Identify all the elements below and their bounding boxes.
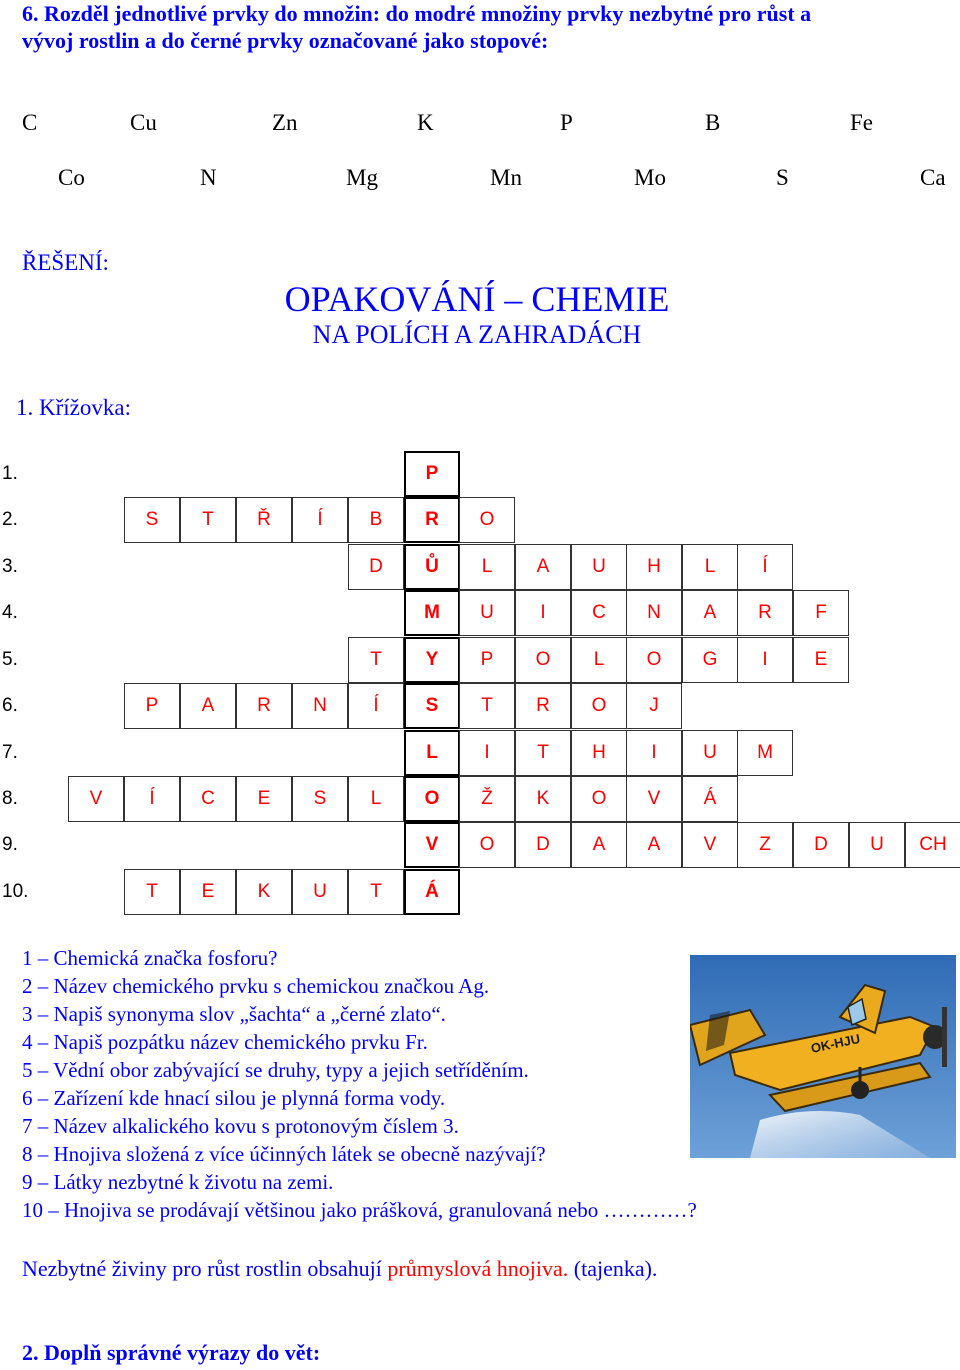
element-symbol: Ca: [920, 165, 946, 190]
crossword-cell: I: [515, 590, 571, 636]
crossword-cell: D: [515, 822, 571, 868]
crossword-row-number: 10.: [2, 881, 29, 902]
crossword-row-number: 8.: [2, 788, 18, 809]
crossword-cell: R: [515, 683, 571, 729]
crossword-key-cell: L: [404, 730, 460, 776]
crossword-cell: Í: [292, 497, 348, 543]
crossword-cell: O: [459, 497, 515, 543]
element-symbol: P: [560, 110, 573, 135]
crossword-cell: O: [459, 822, 515, 868]
crossword-cell: I: [737, 637, 793, 683]
crossword-cell: Í: [124, 776, 180, 822]
clue-item: 2 – Název chemického prvku s chemickou značkou Ag.: [22, 974, 490, 998]
crossword-cell: Ř: [236, 497, 292, 543]
crossword-cell: L: [459, 544, 515, 590]
crossword-key-cell: R: [404, 497, 460, 543]
element-symbol: Mg: [346, 165, 378, 190]
element-symbol: B: [705, 110, 721, 135]
crossword-cell: E: [180, 869, 236, 915]
crossword-cell: L: [348, 776, 404, 822]
crossword-cell: E: [236, 776, 292, 822]
crossword-key-cell: Ů: [404, 544, 460, 590]
crossword-key-cell: O: [404, 776, 460, 822]
crossword-cell: N: [292, 683, 348, 729]
crossword-cell: N: [626, 590, 682, 636]
summary-sentence: [22, 1256, 657, 1282]
page-subtitle: NA POLÍCH A ZAHRADÁCH: [312, 320, 642, 349]
crossword-cell: A: [180, 683, 236, 729]
crossword-cell: B: [348, 497, 404, 543]
crossword-key-cell: Á: [404, 869, 460, 915]
crossword-cell: C: [571, 590, 627, 636]
clue-item: 5 – Vědní obor zabývající se druhy, typy a jejich setříděním.: [22, 1058, 529, 1082]
crossword-row-number: 1.: [2, 463, 18, 484]
solution-label: ŘEŠENÍ:: [22, 250, 109, 275]
crossword-cell: U: [849, 822, 905, 868]
crossword-cell: P: [124, 683, 180, 729]
crossword-cell: J: [626, 683, 682, 729]
crossword-row-number: 3.: [2, 556, 18, 577]
sentence-highlight: průmyslová hnojiva.: [387, 1256, 569, 1281]
crossword-cell: U: [459, 590, 515, 636]
element-symbol: Co: [58, 165, 85, 190]
element-symbol: Fe: [850, 110, 873, 135]
crossword-row-number: 9.: [2, 834, 18, 855]
crossword-cell: I: [459, 730, 515, 776]
crossword-key-cell: P: [404, 451, 460, 497]
crossword-cell: Z: [737, 822, 793, 868]
element-symbol: Mn: [490, 165, 522, 190]
crossword-cell: P: [459, 637, 515, 683]
crossword-cell: U: [571, 544, 627, 590]
clue-item: 8 – Hnojiva složená z více účinných látek se obecně nazývají?: [22, 1142, 546, 1166]
crossword-cell: H: [626, 544, 682, 590]
clue-item: 1 – Chemická značka fosforu?: [22, 946, 278, 970]
clue-item: 7 – Název alkalického kovu s protonovým číslem 3.: [22, 1114, 459, 1138]
crossword-key-cell: M: [404, 590, 460, 636]
crossword-cell: C: [180, 776, 236, 822]
crossword-cell: O: [571, 683, 627, 729]
crossword-key-cell: S: [404, 683, 460, 729]
crossword-cell: L: [571, 637, 627, 683]
crossword-cell: R: [236, 683, 292, 729]
crossword-cell: M: [737, 730, 793, 776]
crossword-cell: T: [515, 730, 571, 776]
crossword-cell: L: [682, 544, 738, 590]
crossword-cell: A: [515, 544, 571, 590]
page-title: OPAKOVÁNÍ – CHEMIE: [284, 279, 670, 319]
crossword-cell: T: [124, 869, 180, 915]
task6-heading-line1: 6. Rozděl jednotlivé prvky do množin: do modré množiny prvky nezbytné pro růst a: [22, 1, 812, 26]
crossword-cell: CH: [905, 822, 960, 868]
crossword-cell: T: [348, 869, 404, 915]
crossword-row-number: 4.: [2, 602, 18, 623]
crossword-cell: O: [571, 776, 627, 822]
task6-heading: [22, 0, 811, 54]
crossword-cell: E: [793, 637, 849, 683]
task6-heading-line2: vývoj rostlin a do černé prvky označované jako stopové:: [22, 28, 549, 53]
crossword-cell: A: [682, 590, 738, 636]
crossword-row-number: 2.: [2, 509, 18, 530]
crossword-cell: T: [348, 637, 404, 683]
task2-heading: 2. Doplň správné výrazy do vět:: [22, 1340, 321, 1365]
crossword-cell: V: [682, 822, 738, 868]
crossword-cell: V: [626, 776, 682, 822]
crossword-cell: Í: [737, 544, 793, 590]
clue-item: 3 – Napiš synonyma slov „šachta“ a „černé zlato“.: [22, 1002, 446, 1026]
clue-item: 10 – Hnojiva se prodávají většinou jako prášková, granulovaná nebo …………?: [22, 1198, 697, 1222]
crossword-cell: G: [682, 637, 738, 683]
crossword-cell: U: [292, 869, 348, 915]
crossword-key-cell: V: [404, 822, 460, 868]
crossword-row-number: 5.: [2, 649, 18, 670]
clue-item: 6 – Zařízení kde hnací silou je plynná forma vody.: [22, 1086, 446, 1110]
crossword-key-cell: Y: [404, 637, 460, 683]
crossword-label: 1. Křížovka:: [16, 395, 131, 420]
crossword-cell: S: [124, 497, 180, 543]
crossword-cell: A: [571, 822, 627, 868]
crossword-cell: A: [626, 822, 682, 868]
clue-item: 9 – Látky nezbytné k životu na zemi.: [22, 1170, 334, 1194]
crossword-cell: T: [180, 497, 236, 543]
crossword-cell: U: [682, 730, 738, 776]
crossword-cell: K: [515, 776, 571, 822]
crossword-cell: O: [515, 637, 571, 683]
crossword-cell: I: [626, 730, 682, 776]
element-symbol: S: [776, 165, 789, 190]
crossword-cell: Í: [348, 683, 404, 729]
crop-duster-plane-photo: [690, 955, 956, 1158]
element-symbol: N: [200, 165, 217, 190]
crossword-row-number: 6.: [2, 695, 18, 716]
crossword-cell: F: [793, 590, 849, 636]
crossword-cell: R: [737, 590, 793, 636]
crossword-cell: O: [626, 637, 682, 683]
crossword-cell: Ž: [459, 776, 515, 822]
crossword-cell: Á: [682, 776, 738, 822]
crossword-cell: K: [236, 869, 292, 915]
crossword-cell: D: [793, 822, 849, 868]
element-symbol: Mo: [634, 165, 666, 190]
crossword-row-number: 7.: [2, 742, 18, 763]
crossword-cell: V: [68, 776, 124, 822]
crossword-cell: H: [571, 730, 627, 776]
clue-item: 4 – Napiš pozpátku název chemického prvku Fr.: [22, 1030, 428, 1054]
crossword-cell: T: [459, 683, 515, 729]
element-symbol: C: [22, 110, 38, 135]
sentence-text-before: Nezbytné živiny pro růst rostlin obsahují: [22, 1256, 388, 1281]
element-symbol: Zn: [272, 110, 298, 135]
sentence-text-after: (tajenka).: [568, 1256, 658, 1281]
element-symbol: K: [417, 110, 434, 135]
crossword-cell: D: [348, 544, 404, 590]
element-symbol: Cu: [130, 110, 157, 135]
crossword-cell: S: [292, 776, 348, 822]
plane-registration: OK-HJU: [809, 1030, 862, 1056]
